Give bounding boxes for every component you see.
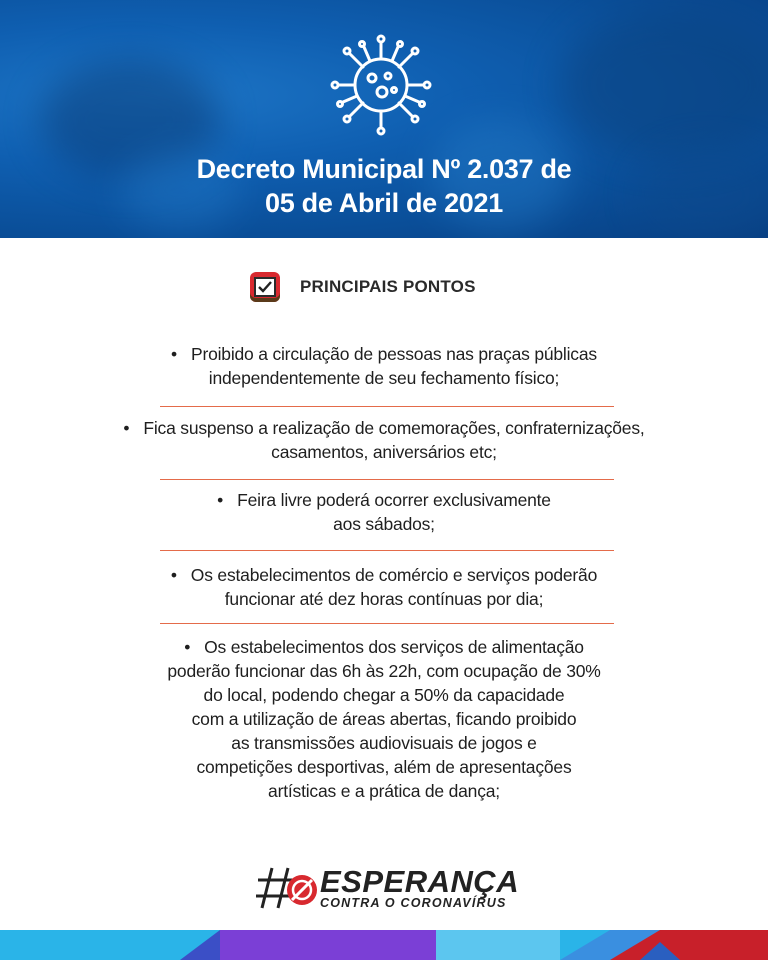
point-line: aos sábados; xyxy=(333,514,435,534)
section-title: PRINCIPAIS PONTOS xyxy=(300,277,476,296)
point-line xyxy=(0,635,768,659)
divider xyxy=(160,550,614,551)
bullet: • xyxy=(184,637,191,657)
point-text: Fica suspenso a realização de comemorações, confraternizações, xyxy=(143,418,645,438)
list-item xyxy=(0,342,768,390)
point-line: artísticas e a prática de dança; xyxy=(268,781,500,801)
bullet: • xyxy=(171,344,177,364)
point-line: com a utilização de áreas abertas, ficando proibido xyxy=(191,709,577,729)
list-item xyxy=(0,563,768,611)
point-line: competições desportivas, além de apresentações xyxy=(196,757,572,777)
bullet: • xyxy=(170,565,177,585)
campaign-logo xyxy=(254,862,520,912)
footer-stripe xyxy=(0,930,768,960)
point-line: as transmissões audiovisuais de jogos e xyxy=(231,733,537,753)
logo-subtext: CONTRA O CORONAVÍRUS xyxy=(320,896,507,910)
page-title xyxy=(0,152,768,220)
point-line: poderão funcionar das 6h às 22h, com ocupação de 30% xyxy=(167,661,601,681)
point-line xyxy=(0,563,768,587)
point-line: funcionar até dez horas contínuas por dia; xyxy=(224,589,544,609)
point-line: casamentos, aniversários etc; xyxy=(271,442,497,462)
list-item xyxy=(0,635,768,803)
point-text: Os estabelecimentos de comércio e serviços poderão xyxy=(190,565,598,585)
point-line xyxy=(0,416,768,440)
divider xyxy=(160,479,614,480)
point-line xyxy=(0,488,768,512)
divider xyxy=(160,623,614,624)
list-item xyxy=(0,416,768,464)
title-line: 05 de Abril de 2021 xyxy=(265,188,503,218)
point-text: Os estabelecimentos dos serviços de alimentação xyxy=(204,637,584,657)
bullet: • xyxy=(123,418,130,438)
list-item xyxy=(0,488,768,536)
bullet: • xyxy=(217,490,224,510)
point-line: independentemente de seu fechamento físico; xyxy=(208,368,560,388)
title-line: Decreto Municipal Nº 2.037 de xyxy=(196,154,572,184)
background-blur xyxy=(560,10,768,160)
section-heading xyxy=(250,270,476,304)
header-banner xyxy=(0,0,768,238)
point-text: Feira livre poderá ocorrer exclusivamente xyxy=(237,490,551,510)
hashtag-icon xyxy=(254,862,324,912)
virus-icon xyxy=(326,30,436,140)
point-line xyxy=(0,342,768,366)
point-line: do local, podendo chegar a 50% da capacidade xyxy=(203,685,565,705)
checkbox-icon xyxy=(250,272,280,302)
divider xyxy=(160,406,614,407)
point-text: Proibido a circulação de pessoas nas praças públicas xyxy=(190,344,597,364)
logo-text: ESPERANÇA xyxy=(320,864,520,899)
